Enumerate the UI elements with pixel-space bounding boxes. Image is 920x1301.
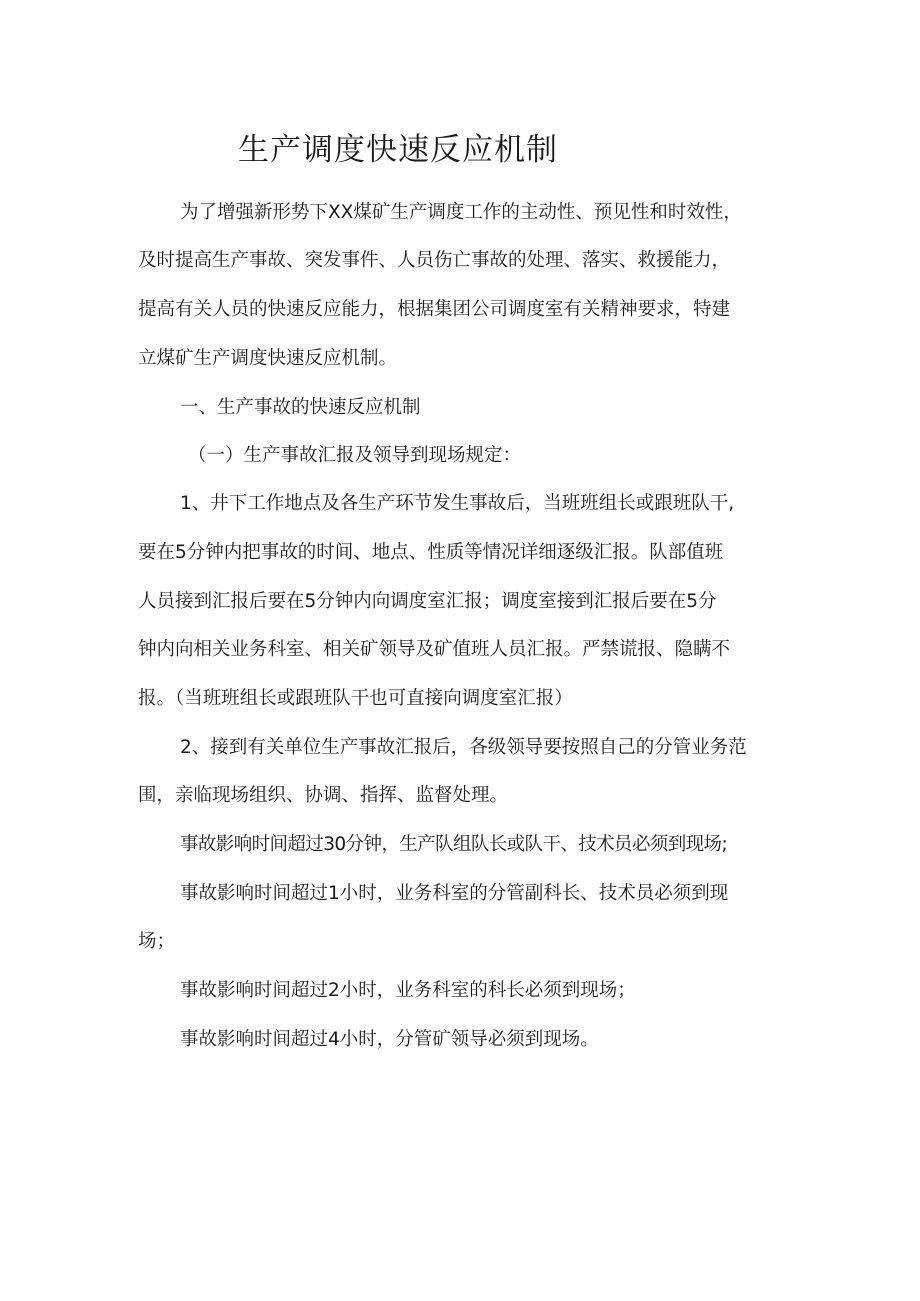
- item1-line-2: 要在5分钟内把事故的时间、地点、性质等情况详细逐级汇报。队部值班: [138, 542, 724, 563]
- intro-line-4: 立煤矿生产调度快速反应机制。: [138, 348, 398, 369]
- intro-line-3: 提高有关人员的快速反应能力，根据集团公司调度室有关精神要求，特建: [138, 299, 731, 320]
- item1-line-5: 报。（当班班组长或跟班队干也可直接向调度室汇报）: [138, 688, 573, 709]
- item1-line-1: 1、井下工作地点及各生产环节发生事故后，当班班组长或跟班队干,: [180, 493, 735, 514]
- rule-1-hour-line-1: 事故影响时间超过1小时，业务科室的分管副科长、技术员必须到现: [180, 883, 729, 904]
- item2-line-1: 2、接到有关单位生产事故汇报后，各级领导要按照自己的分管业务范: [180, 737, 747, 758]
- section-heading: 一、生产事故的快速反应机制: [180, 397, 421, 418]
- rule-1-hour-line-2: 场；: [138, 931, 176, 952]
- item1-line-4: 钟内向相关业务科室、相关矿领导及矿值班人员汇报。严禁谎报、隐瞒不: [138, 639, 731, 660]
- item2-line-2: 围，亲临现场组织、协调、指挥、监督处理。: [138, 785, 509, 806]
- intro-line-1: 为了增强新形势下XX煤矿生产调度工作的主动性、预见性和时效性，: [180, 202, 742, 223]
- intro-line-2: 及时提高生产事故、突发事件、人员伤亡事故的处理、落实、救援能力，: [138, 250, 731, 271]
- rule-4-hours: 事故影响时间超过4小时，分管矿领导必须到现场。: [180, 1029, 599, 1050]
- subsection-heading: （一）生产事故汇报及领导到现场规定：: [188, 445, 522, 466]
- rule-2-hours: 事故影响时间超过2小时，业务科室的科长必须到现场；: [180, 980, 636, 1001]
- item1-line-3: 人员接到汇报后要在5分钟内向调度室汇报；调度室接到汇报后要在5分: [138, 591, 717, 612]
- document-title: 生产调度快速反应机制: [238, 132, 558, 168]
- rule-30-minutes: 事故影响时间超过30分钟，生产队组队长或队干、技术员必须到现场;: [180, 834, 728, 855]
